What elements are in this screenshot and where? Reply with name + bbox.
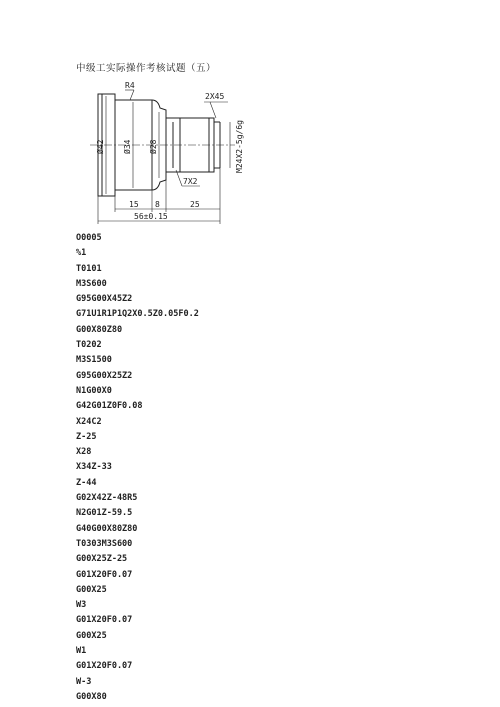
program-line: G95G00X25Z2 [76, 370, 133, 381]
label-groove: 7X2 [183, 177, 198, 186]
program-line: N1G00X0 [76, 385, 112, 396]
page-title: 中级工实际操作考核试题（五） [76, 63, 217, 74]
program-line: M3S600 [76, 278, 107, 289]
program-line: G02X42Z-48R5 [76, 493, 138, 504]
label-thread: M24X2-5g/6g [235, 120, 244, 173]
label-dia42: Ø42 [96, 139, 105, 154]
program-line: G95G00X45Z2 [76, 294, 133, 305]
r4-leader [130, 90, 134, 100]
program-line: G40G00X80Z80 [76, 523, 138, 534]
label-dia28: Ø28 [149, 139, 158, 154]
program-line: N2G01Z-59.5 [76, 508, 133, 519]
program-line: O0005 [76, 233, 102, 243]
program-line: X24C2 [76, 416, 102, 427]
label-len8: 8 [155, 200, 160, 209]
program-line: G00X25 [76, 630, 107, 641]
program-line: G00X80 [76, 691, 107, 702]
program-line: G00X25 [76, 584, 107, 595]
label-len25: 25 [190, 200, 200, 209]
program-line: Z-44 [76, 477, 97, 488]
part-drawing [70, 78, 260, 226]
program-line: G42G01Z0F0.08 [76, 401, 143, 412]
program-line: G00X25Z-25 [76, 554, 128, 565]
program-line: G01X20F0.07 [76, 615, 133, 626]
part-drawing-svg [70, 78, 260, 226]
program-line: T0202 [76, 340, 102, 351]
program-line: %1 [76, 248, 87, 259]
program-line: G00X80Z80 [76, 324, 123, 335]
label-chamfer: 2X45 [205, 92, 225, 101]
program-line: X28 [76, 447, 92, 458]
cnc-program [76, 231, 199, 705]
label-r4: R4 [125, 81, 135, 90]
program-line: Z-25 [76, 431, 97, 442]
program-line: G01X20F0.07 [76, 569, 133, 580]
label-len15: 15 [129, 200, 139, 209]
label-total: 56±0.15 [134, 212, 168, 221]
label-dia34: Ø34 [123, 139, 132, 154]
program-line: X34Z-33 [76, 462, 112, 473]
program-line: T0101 [76, 263, 102, 274]
program-line: T0303M3S600 [76, 538, 133, 549]
program-line: W-3 [76, 676, 92, 687]
program-line: M3S1500 [76, 355, 112, 366]
program-line: G01X20F0.07 [76, 661, 133, 672]
program-line: W3 [76, 600, 87, 611]
program-line: W1 [76, 646, 87, 657]
program-line: G71U1R1P1Q2X0.5Z0.05F0.2 [76, 309, 199, 320]
chamfer-leader [210, 102, 216, 118]
